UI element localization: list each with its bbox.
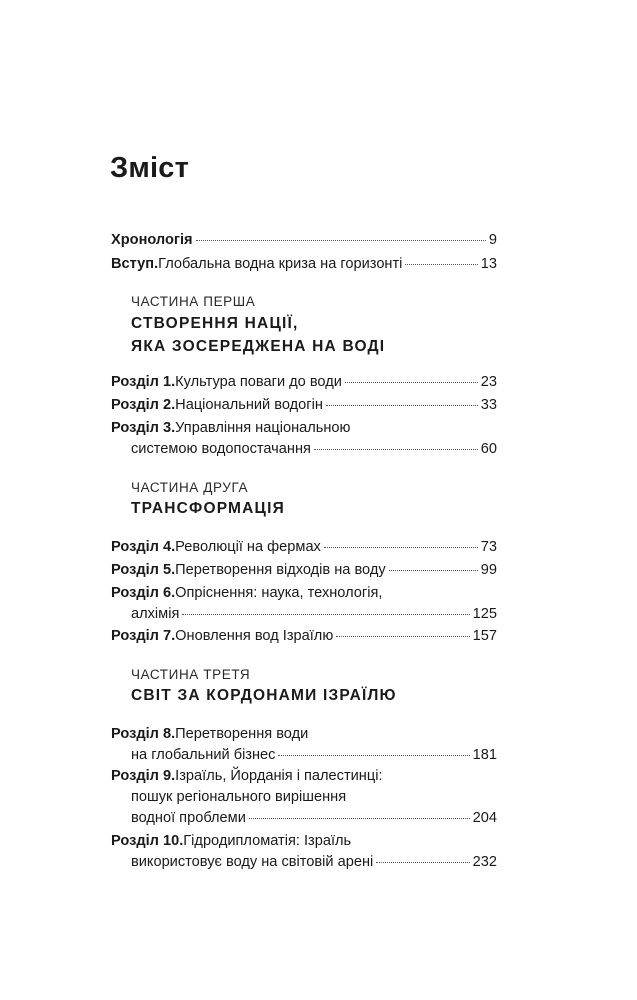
- entry-text: Революції на фермах: [175, 539, 321, 555]
- part-3-label: ЧАСТИНА ТРЕТЯ: [131, 667, 251, 682]
- page-number: 9: [488, 232, 497, 248]
- part-3-title: [131, 684, 397, 707]
- entry-text: Культура поваги до води: [175, 374, 342, 390]
- page-number: 232: [472, 854, 497, 870]
- entry-label: Розділ 7.: [111, 628, 176, 644]
- page-number: 33: [480, 397, 497, 413]
- page-number: 157: [472, 628, 497, 644]
- page-number: 125: [472, 606, 497, 622]
- part-title-line: СТВОРЕННЯ НАЦІЇ,: [131, 315, 299, 332]
- part-1-label: ЧАСТИНА ПЕРША: [131, 294, 256, 309]
- part-2-label: ЧАСТИНА ДРУГА: [131, 480, 249, 495]
- entry-label: Розділ 10.: [111, 833, 184, 849]
- part-title-line: СВІТ ЗА КОРДОНАМИ ІЗРАЇЛЮ: [131, 687, 397, 704]
- entry-text: Управління національною: [175, 420, 351, 436]
- dot-leader: [405, 264, 477, 265]
- toc-entry-chapter-5[interactable]: [111, 560, 497, 581]
- toc-entry-chapter-8[interactable]: [111, 724, 497, 766]
- entry-text: Глобальна водна криза на горизонті: [158, 256, 403, 272]
- page-number: 204: [472, 810, 497, 826]
- dot-leader: [249, 818, 470, 819]
- entry-label: Хронологія: [111, 232, 193, 248]
- dot-leader: [196, 240, 486, 241]
- dot-leader: [345, 382, 478, 383]
- entry-label: Розділ 5.: [111, 562, 176, 578]
- page-number: 23: [480, 374, 497, 390]
- entry-label: Розділ 1.: [111, 374, 176, 390]
- entry-text: Опріснення: наука, технологія,: [175, 585, 383, 601]
- entry-text: використовує воду на світовій арені: [131, 854, 374, 870]
- toc-title: Зміст: [110, 152, 190, 184]
- entry-label: Розділ 8.: [111, 726, 176, 742]
- dot-leader: [324, 547, 478, 548]
- dot-leader: [326, 405, 478, 406]
- toc-entry-chapter-3[interactable]: [111, 418, 497, 460]
- entry-text: на глобальний бізнес: [131, 747, 276, 763]
- page-number: 181: [472, 747, 497, 763]
- dot-leader: [314, 449, 478, 450]
- part-title-line: ТРАНСФОРМАЦІЯ: [131, 500, 285, 517]
- entry-text: Оновлення вод Ізраїлю: [175, 628, 334, 644]
- entry-text: водної проблеми: [131, 810, 246, 826]
- entry-text: системою водопостачання: [131, 441, 311, 457]
- entry-text: Перетворення води: [175, 726, 309, 742]
- entry-text: алхімія: [131, 606, 180, 622]
- entry-text: Ізраїль, Йорданія і палестинці:: [175, 768, 383, 784]
- toc-entry-chapter-4[interactable]: [111, 537, 497, 558]
- entry-label: Розділ 4.: [111, 539, 176, 555]
- entry-text: Перетворення відходів на воду: [175, 562, 386, 578]
- entry-label: Розділ 9.: [111, 768, 176, 784]
- dot-leader: [182, 614, 469, 615]
- toc-entry-chapter-1[interactable]: [111, 372, 497, 393]
- toc-entry-chapter-9[interactable]: [111, 766, 497, 829]
- entry-label: Вступ.: [111, 256, 159, 272]
- toc-entry-intro[interactable]: [111, 254, 497, 275]
- dot-leader: [389, 570, 478, 571]
- toc-entry-chapter-7[interactable]: [111, 626, 497, 647]
- part-title-line: ЯКА ЗОСЕРЕДЖЕНА НА ВОДІ: [131, 338, 386, 355]
- page-number: 99: [480, 562, 497, 578]
- page-number: 13: [480, 256, 497, 272]
- page-number: 73: [480, 539, 497, 555]
- part-1-title: [131, 312, 385, 358]
- toc-entry-chapter-6[interactable]: [111, 583, 497, 625]
- entry-label: Розділ 2.: [111, 397, 176, 413]
- part-2-title: [131, 497, 285, 520]
- toc-entry-chronology[interactable]: [111, 230, 497, 251]
- entry-text: Гідродипломатія: Ізраїль: [183, 833, 352, 849]
- dot-leader: [376, 862, 469, 863]
- page-number: 60: [480, 441, 497, 457]
- entry-label: Розділ 6.: [111, 585, 176, 601]
- entry-label: Розділ 3.: [111, 420, 176, 436]
- dot-leader: [278, 755, 469, 756]
- toc-entry-chapter-2[interactable]: [111, 395, 497, 416]
- toc-entry-chapter-10[interactable]: [111, 831, 497, 873]
- entry-text: пошук регіонального вирішення: [131, 789, 347, 805]
- entry-text: Національний водогін: [175, 397, 323, 413]
- dot-leader: [336, 636, 469, 637]
